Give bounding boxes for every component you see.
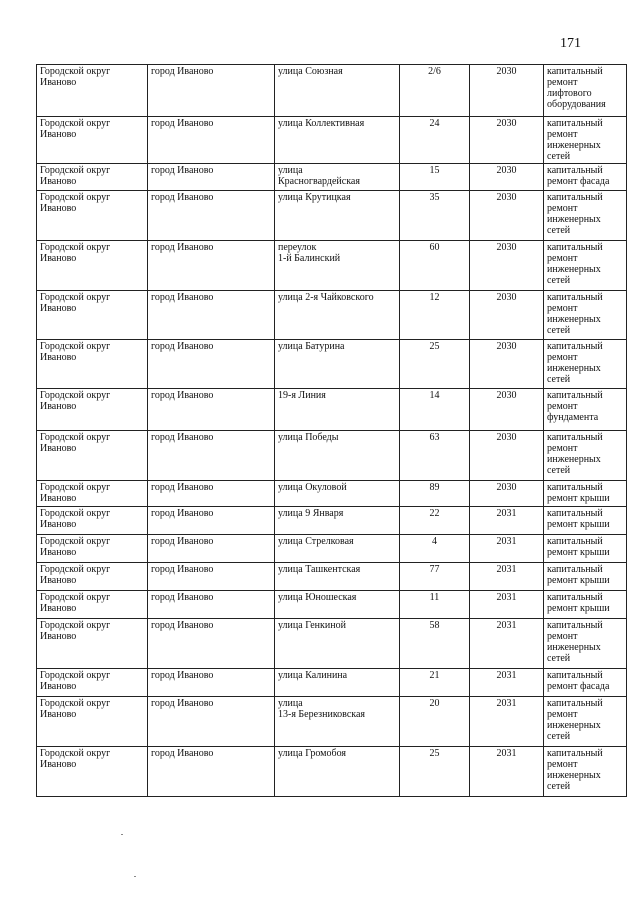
cell-okrug [37,747,148,797]
cell-work-type-text: капитальный ремонт инженерных сетей [547,118,603,162]
cell-street [275,507,400,535]
cell-year-text: 2030 [496,66,517,77]
table-row [37,431,627,481]
cell-house-number-text: 11 [429,592,440,603]
cell-okrug [37,389,148,431]
cell-house-number [400,697,470,747]
cell-house-number [400,619,470,669]
cell-city [148,697,275,747]
cell-street-text: 19-я Линия [278,390,326,401]
table-row [37,65,627,117]
cell-street [275,117,400,164]
cell-work-type [544,241,627,291]
table-row [37,591,627,619]
cell-okrug-text: Городской округ Иваново [40,508,111,530]
table-row [37,669,627,697]
cell-house-number [400,563,470,591]
cell-year-text: 2030 [496,432,517,443]
cell-work-type [544,619,627,669]
cell-year-text: 2030 [496,292,517,303]
cell-year-text: 2030 [496,242,517,253]
cell-work-type [544,507,627,535]
cell-street-text: улица Победы [278,432,339,443]
cell-street-text: улица 13-я Березниковская [278,698,366,720]
cell-city [148,591,275,619]
cell-city-text: город Иваново [151,536,214,547]
cell-street-text: улица Громобоя [278,748,346,759]
cell-year [470,619,544,669]
cell-street-text: улица Батурина [278,341,345,352]
table-body [37,65,627,797]
cell-city-text: город Иваново [151,748,214,759]
cell-year [470,431,544,481]
cell-work-type [544,431,627,481]
cell-city [148,481,275,507]
table-row [37,241,627,291]
cell-street [275,747,400,797]
cell-year-text: 2031 [496,698,517,709]
table-row [37,697,627,747]
cell-okrug-text: Городской округ Иваново [40,341,111,363]
cell-year [470,535,544,563]
cell-year-text: 2031 [496,564,517,575]
cell-okrug [37,563,148,591]
cell-street [275,65,400,117]
cell-year [470,389,544,431]
cell-city-text: город Иваново [151,192,214,203]
cell-street-text: улица Коллективная [278,118,365,129]
cell-house-number-text: 15 [429,165,440,176]
cell-okrug [37,507,148,535]
cell-street-text: улица Окуловой [278,482,347,493]
cell-work-type [544,291,627,340]
cell-house-number-text: 25 [429,341,440,352]
cell-okrug [37,340,148,389]
cell-city [148,164,275,191]
cell-year-text: 2031 [496,592,517,603]
cell-city [148,669,275,697]
cell-year [470,164,544,191]
cell-year [470,563,544,591]
cell-year [470,507,544,535]
cell-house-number [400,507,470,535]
cell-okrug-text: Городской округ Иваново [40,432,111,454]
cell-okrug [37,164,148,191]
cell-okrug [37,241,148,291]
cell-city [148,747,275,797]
cell-year [470,591,544,619]
cell-okrug [37,291,148,340]
cell-house-number-text: 60 [429,242,440,253]
cell-street-text: улица Союзная [278,66,343,77]
cell-year-text: 2030 [496,390,517,401]
cell-year-text: 2031 [496,508,517,519]
cell-city [148,117,275,164]
cell-okrug-text: Городской округ Иваново [40,292,111,314]
cell-okrug [37,535,148,563]
cell-year [470,669,544,697]
cell-okrug [37,117,148,164]
cell-city-text: город Иваново [151,564,214,575]
cell-year-text: 2030 [496,165,517,176]
scan-artifact [134,876,136,877]
cell-work-type-text: капитальный ремонт фасада [547,670,610,692]
cell-work-type [544,591,627,619]
cell-okrug-text: Городской округ Иваново [40,620,111,642]
cell-work-type-text: капитальный ремонт инженерных сетей [547,748,603,792]
repair-schedule-table [36,64,627,797]
table-row [37,563,627,591]
cell-okrug-text: Городской округ Иваново [40,390,111,412]
cell-house-number-text: 35 [429,192,440,203]
cell-work-type [544,697,627,747]
cell-street-text: улица Генкиной [278,620,346,631]
cell-okrug [37,591,148,619]
cell-city-text: город Иваново [151,242,214,253]
cell-okrug-text: Городской округ Иваново [40,165,111,187]
cell-work-type [544,747,627,797]
cell-street-text: улица Стрелковая [278,536,354,547]
cell-city [148,389,275,431]
cell-house-number-text: 21 [429,670,440,681]
cell-year [470,697,544,747]
page-number: 171 [560,36,581,51]
cell-year-text: 2031 [496,670,517,681]
cell-street-text: улица Крутицкая [278,192,351,203]
cell-work-type-text: капитальный ремонт крыши [547,536,610,558]
cell-street [275,291,400,340]
cell-city [148,291,275,340]
table-row [37,291,627,340]
cell-okrug [37,431,148,481]
cell-street-text: улица Ташкентская [278,564,361,575]
cell-street [275,481,400,507]
cell-okrug-text: Городской округ Иваново [40,482,111,504]
cell-year-text: 2030 [496,482,517,493]
cell-okrug-text: Городской округ Иваново [40,118,111,140]
cell-city [148,191,275,241]
table-row [37,535,627,563]
cell-work-type-text: капитальный ремонт крыши [547,564,610,586]
cell-house-number-text: 4 [432,536,437,547]
cell-house-number [400,191,470,241]
cell-city-text: город Иваново [151,482,214,493]
cell-street [275,535,400,563]
cell-house-number-text: 58 [429,620,440,631]
cell-year-text: 2031 [496,748,517,759]
cell-work-type-text: капитальный ремонт инженерных сетей [547,620,603,664]
cell-okrug-text: Городской округ Иваново [40,592,111,614]
cell-work-type [544,164,627,191]
cell-work-type-text: капитальный ремонт фасада [547,165,610,187]
cell-work-type [544,669,627,697]
table-row [37,191,627,241]
cell-street [275,340,400,389]
scan-artifact [121,834,123,835]
cell-house-number-text: 25 [429,748,440,759]
cell-house-number [400,591,470,619]
cell-okrug [37,65,148,117]
cell-house-number [400,291,470,340]
cell-city [148,340,275,389]
cell-work-type [544,117,627,164]
cell-house-number [400,65,470,117]
cell-house-number [400,535,470,563]
cell-city [148,563,275,591]
cell-street-text: переулок 1-й Балинский [278,242,341,264]
cell-street-text: улица Красногвардейская [278,165,360,187]
table-row [37,117,627,164]
cell-city [148,507,275,535]
cell-city-text: город Иваново [151,592,214,603]
cell-house-number [400,481,470,507]
cell-street [275,563,400,591]
cell-house-number-text: 20 [429,698,440,709]
cell-okrug-text: Городской округ Иваново [40,242,111,264]
cell-street [275,697,400,747]
cell-work-type-text: капитальный ремонт крыши [547,482,610,504]
cell-year-text: 2031 [496,620,517,631]
cell-year [470,291,544,340]
cell-street [275,191,400,241]
cell-house-number [400,117,470,164]
cell-city-text: город Иваново [151,292,214,303]
table-row [37,619,627,669]
cell-year [470,747,544,797]
cell-work-type-text: капитальный ремонт инженерных сетей [547,242,603,286]
cell-city-text: город Иваново [151,66,214,77]
cell-okrug-text: Городской округ Иваново [40,564,111,586]
cell-work-type-text: капитальный ремонт крыши [547,592,610,614]
table-row [37,507,627,535]
cell-house-number [400,431,470,481]
cell-work-type-text: капитальный ремонт лифтового оборудования [547,66,606,110]
cell-year [470,340,544,389]
cell-year-text: 2030 [496,192,517,203]
cell-work-type-text: капитальный ремонт инженерных сетей [547,292,603,336]
cell-work-type [544,563,627,591]
cell-house-number-text: 77 [429,564,440,575]
cell-house-number-text: 14 [429,390,440,401]
table-row [37,389,627,431]
cell-okrug [37,481,148,507]
cell-year [470,117,544,164]
cell-city-text: город Иваново [151,390,214,401]
cell-city-text: город Иваново [151,432,214,443]
cell-street-text: улица 2-я Чайковского [278,292,374,303]
cell-city-text: город Иваново [151,670,214,681]
cell-work-type [544,481,627,507]
cell-okrug [37,191,148,241]
cell-city [148,535,275,563]
cell-work-type [544,535,627,563]
cell-city-text: город Иваново [151,698,214,709]
cell-house-number [400,389,470,431]
cell-street [275,164,400,191]
cell-okrug-text: Городской округ Иваново [40,670,111,692]
cell-city [148,241,275,291]
cell-house-number-text: 22 [429,508,440,519]
table-row [37,747,627,797]
table-row [37,340,627,389]
cell-city-text: город Иваново [151,341,214,352]
cell-okrug-text: Городской округ Иваново [40,748,111,770]
cell-street-text: улица Калинина [278,670,348,681]
cell-house-number-text: 2/6 [428,66,441,77]
cell-okrug-text: Городской округ Иваново [40,536,111,558]
cell-street [275,431,400,481]
cell-year [470,241,544,291]
cell-work-type-text: капитальный ремонт фундамента [547,390,603,423]
cell-year-text: 2030 [496,118,517,129]
cell-work-type-text: капитальный ремонт инженерных сетей [547,698,603,742]
cell-house-number-text: 12 [429,292,440,303]
cell-work-type [544,340,627,389]
cell-year [470,65,544,117]
cell-street [275,669,400,697]
cell-house-number [400,669,470,697]
cell-city-text: город Иваново [151,165,214,176]
cell-house-number [400,340,470,389]
cell-okrug-text: Городской округ Иваново [40,66,111,88]
cell-okrug [37,619,148,669]
cell-street [275,591,400,619]
cell-okrug [37,697,148,747]
cell-year-text: 2030 [496,341,517,352]
cell-work-type [544,65,627,117]
cell-okrug [37,669,148,697]
cell-house-number-text: 63 [429,432,440,443]
cell-okrug-text: Городской округ Иваново [40,192,111,214]
cell-work-type-text: капитальный ремонт инженерных сетей [547,192,603,236]
cell-city-text: город Иваново [151,620,214,631]
cell-house-number [400,747,470,797]
cell-city [148,619,275,669]
cell-house-number-text: 24 [429,118,440,129]
cell-work-type-text: капитальный ремонт крыши [547,508,610,530]
cell-city-text: город Иваново [151,118,214,129]
cell-year-text: 2031 [496,536,517,547]
cell-year [470,191,544,241]
cell-street-text: улица Юношеская [278,592,357,603]
cell-street [275,389,400,431]
cell-work-type [544,191,627,241]
cell-work-type-text: капитальный ремонт инженерных сетей [547,432,603,476]
cell-city [148,65,275,117]
cell-house-number [400,241,470,291]
cell-city-text: город Иваново [151,508,214,519]
cell-work-type [544,389,627,431]
table-row [37,164,627,191]
cell-year [470,481,544,507]
cell-street [275,241,400,291]
cell-street-text: улица 9 Января [278,508,344,519]
table-row [37,481,627,507]
cell-city [148,431,275,481]
cell-house-number [400,164,470,191]
cell-house-number-text: 89 [429,482,440,493]
cell-okrug-text: Городской округ Иваново [40,698,111,720]
cell-street [275,619,400,669]
cell-work-type-text: капитальный ремонт инженерных сетей [547,341,603,385]
